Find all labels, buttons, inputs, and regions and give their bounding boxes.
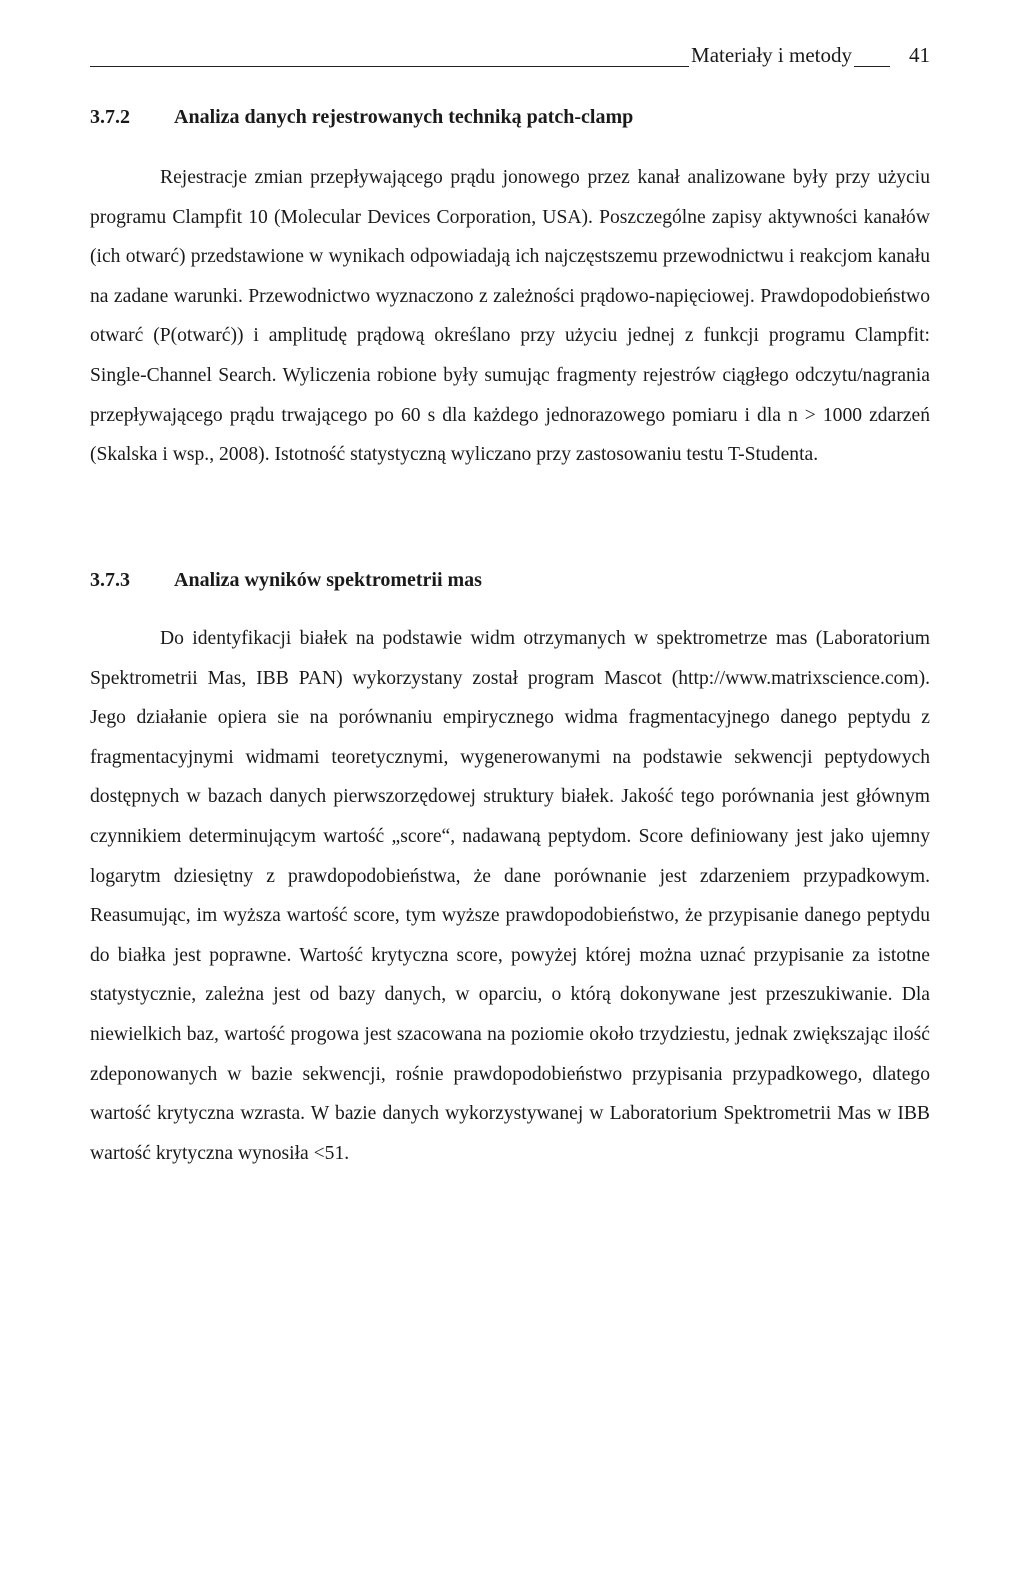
- section-heading: [90, 104, 930, 130]
- section-number: 3.7.2: [90, 106, 130, 128]
- section-paragraph: Rejestracje zmian przepływającego prądu jonowego przez kanał analizowane były przy użyciu programu Clampfit 10 (Molecular Devices Corporation, USA). Poszczególne zapisy aktywności kanałów (ich otwarć) przedstawione w wynikach odpowiadają ich najczęstszemu przewodnictwu i reakcjom kanału na zadane warunki. Przewodnictwo wyznaczono z zależności prądowo-napięciowej. Prawdopodobieństwo otwarć (P(otwarć)) i amplitudę prądową określano przy użyciu jednej z funkcji programu Clampfit: Single-Channel Search. Wyliczenia robione były sumując fragmenty rejestrów ciągłego odczytu/nagrania przepływającego prądu trwającego po 60 s dla każdego jednorazowego pomiaru i dla n > 1000 zdarzeń (Skalska i wsp., 2008). Istotność statystyczną wyliczano przy zastosowaniu testu T-Studenta.: [90, 167, 930, 466]
- section-paragraph: Do identyfikacji białek na podstawie widm otrzymanych w spektrometrze mas (Laboratorium Spektrometrii Mas, IBB PAN) wykorzystany został program Mascot (http://www.matrixscience.com). Jego działanie opiera sie na porównaniu empirycznego widma fragmentacyjnego danego peptydu z fragmentacyjnymi widmami teoretycznymi, wygenerowanymi na podstawie sekwencji peptydowych dostępnych w bazach danych pierwszorzędowej struktury białek. Jakość tego porównania jest głównym czynnikiem determinującym wartość „score“, nadawaną peptydom. Score definiowany jest jako ujemny logarytm dziesiętny z prawdopodobieństwa, że dane porównanie jest zdarzeniem przypadkowym. Reasumując, im wyższa wartość score, tym wyższe prawdopodobieństwo, że przypisanie danego peptydu do białka jest poprawne. Wartość krytyczna score, powyżej której można uznać przypisanie za istotne statystycznie, zależna jest od bazy danych, w oparciu, o którą dokonywane jest przeszukiwanie. Dla niewielkich baz, wartość progowa jest szacowana na poziomie około trzydziestu, jednak zwiększając ilość zdeponowanych w bazie sekwencji, rośnie prawdopodobieństwo przypisania przypadkowego, dlatego wartość krytyczna wzrasta. W bazie danych wykorzystywanej w Laboratorium Spektrometrii Mas w IBB wartość krytyczna wynosiła <51.: [90, 628, 930, 1164]
- section-title: Analiza wyników spektrometrii mas: [174, 569, 482, 591]
- section-3-7-3: [90, 567, 930, 1173]
- section-heading: [90, 567, 930, 593]
- section-number: 3.7.3: [90, 569, 130, 591]
- running-header: [90, 42, 930, 70]
- page-number: 41: [909, 43, 930, 67]
- section-title: Analiza danych rejestrowanych techniką patch-clamp: [174, 106, 634, 128]
- section-3-7-2: [90, 104, 930, 475]
- header-title: Materiały i metody: [691, 43, 852, 67]
